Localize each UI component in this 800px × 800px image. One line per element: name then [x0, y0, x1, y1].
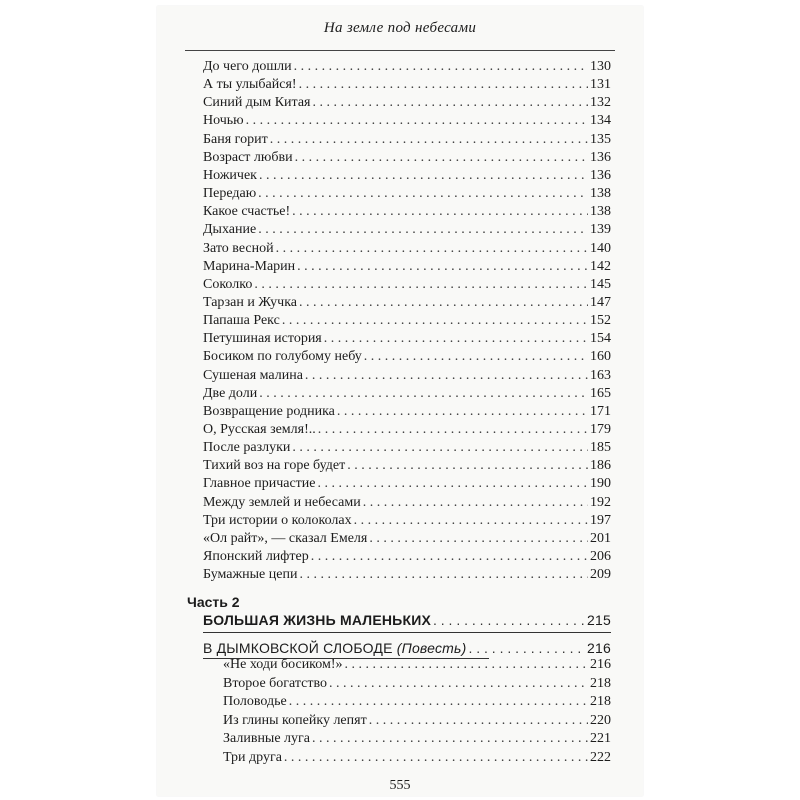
- toc-entry: [203, 258, 611, 276]
- entry-page: 197: [590, 512, 611, 528]
- leader-dots: [289, 693, 588, 711]
- leader-dots: [324, 330, 588, 348]
- section-underline: [203, 632, 611, 633]
- entry-title: Синий дым Китая: [203, 95, 311, 111]
- leader-dots: [270, 131, 588, 149]
- toc-entry: [223, 675, 611, 693]
- entry-title: Бумажные цепи: [203, 567, 298, 583]
- leader-dots: [258, 221, 588, 239]
- leader-dots: [318, 421, 588, 439]
- toc-entry: [203, 58, 611, 76]
- entry-title: Петушиная история: [203, 331, 322, 347]
- entry-title: Босиком по голубому небу: [203, 349, 362, 365]
- entry-title: После разлуки: [203, 440, 291, 456]
- entry-title: До чего дошли: [203, 59, 292, 74]
- leader-dots: [299, 76, 588, 94]
- subsection-entry: [203, 639, 611, 657]
- entry-title: Между землей и небесами: [203, 494, 361, 510]
- entry-page: 171: [590, 403, 611, 419]
- entry-title: Японский лифтер: [203, 549, 309, 565]
- toc-entry: [203, 167, 611, 185]
- entry-page: 206: [590, 549, 611, 565]
- leader-dots: [468, 639, 585, 657]
- entry-title: Возвращение родника: [203, 403, 335, 419]
- header-rule: [185, 50, 615, 51]
- leader-dots: [258, 185, 588, 203]
- entry-page: 185: [590, 440, 611, 456]
- toc-entry: [203, 203, 611, 221]
- toc-entry: [203, 403, 611, 421]
- leader-dots: [282, 312, 588, 330]
- entry-page: 201: [590, 530, 611, 546]
- entry-title: Соколко: [203, 276, 253, 292]
- toc-entry: [223, 712, 611, 730]
- entry-page: 209: [590, 567, 611, 583]
- entry-page: 138: [590, 204, 611, 220]
- entry-page: 136: [590, 149, 611, 165]
- leader-dots: [299, 294, 588, 312]
- leader-dots: [329, 675, 588, 693]
- entry-title: Три друга: [223, 749, 282, 765]
- entry-page: 142: [590, 258, 611, 274]
- leader-dots: [312, 94, 588, 112]
- toc-entry: [203, 566, 611, 584]
- entry-page: 163: [590, 367, 611, 383]
- entry-page: 218: [590, 675, 611, 691]
- entry-title: Второе богатство: [223, 675, 328, 691]
- leader-dots: [337, 403, 588, 421]
- leader-dots: [299, 566, 588, 584]
- leader-dots: [345, 656, 588, 674]
- toc-entry: [223, 693, 611, 711]
- entry-page: 145: [590, 276, 611, 292]
- toc-entry: [223, 656, 611, 674]
- section-entry: [203, 611, 611, 629]
- entry-page: 186: [590, 458, 611, 474]
- leader-dots: [292, 439, 588, 457]
- leader-dots: [297, 258, 588, 276]
- entry-title: Главное причастие: [203, 476, 316, 492]
- entry-page: 220: [590, 712, 611, 728]
- toc-entry: [203, 457, 611, 475]
- entry-page: 138: [590, 186, 611, 202]
- entry-page: 152: [590, 313, 611, 329]
- entry-page: 216: [590, 657, 611, 672]
- toc-entry: [203, 512, 611, 530]
- subsection-note: (Повесть): [396, 640, 467, 656]
- leader-dots: [311, 548, 588, 566]
- toc-entry: [203, 330, 611, 348]
- entry-page: 154: [590, 331, 611, 347]
- entry-title: Марина-Марин: [203, 258, 296, 274]
- toc-entry: [223, 730, 611, 748]
- entry-title: Половодье: [223, 694, 287, 709]
- toc-entry: [203, 276, 611, 294]
- entry-page: 132: [590, 95, 611, 111]
- entry-title: Баня горит: [203, 131, 268, 147]
- leader-dots: [292, 203, 588, 221]
- toc-entry: [203, 439, 611, 457]
- leader-dots: [276, 240, 588, 258]
- entry-title: Какое счастье!: [203, 204, 291, 220]
- running-header: На земле под небесами: [323, 20, 477, 36]
- toc-entry: [203, 367, 611, 385]
- section-title: БОЛЬШАЯ ЖИЗНЬ МАЛЕНЬКИХ: [203, 612, 431, 628]
- entry-page: 131: [590, 77, 611, 93]
- toc-entry: [203, 294, 611, 312]
- leader-dots: [259, 167, 588, 185]
- subsection-name: В ДЫМКОВСКОЙ СЛОБОДЕ: [203, 640, 393, 656]
- entry-page: 218: [590, 694, 611, 709]
- section-page: 215: [587, 612, 611, 628]
- toc-entry: [203, 312, 611, 330]
- leader-dots: [433, 611, 585, 629]
- toc-entry: [203, 149, 611, 167]
- entry-page: 130: [590, 59, 611, 74]
- leader-dots: [369, 712, 588, 730]
- entry-title: Сушеная малина: [203, 367, 303, 383]
- toc-entry: [203, 475, 611, 493]
- entry-title: Тарзан и Жучка: [203, 294, 298, 310]
- entry-page: 136: [590, 167, 611, 183]
- entry-page: 140: [590, 240, 611, 256]
- entry-page: 222: [590, 749, 611, 765]
- entry-title: Заливные луга: [223, 731, 310, 746]
- toc-entry: [203, 240, 611, 258]
- leader-dots: [354, 512, 588, 530]
- leader-dots: [363, 494, 588, 512]
- leader-dots: [284, 749, 588, 767]
- leader-dots: [246, 112, 588, 130]
- entry-title: О, Русская земля!..: [203, 422, 316, 437]
- entry-title: Ночью: [203, 113, 244, 129]
- entry-title: Передаю: [203, 186, 257, 202]
- toc-entry: [203, 385, 611, 403]
- entry-title: Три истории о колоколах: [203, 512, 352, 528]
- entry-title: «Ол райт», — сказал Емеля: [203, 530, 368, 546]
- entry-page: 165: [590, 385, 611, 401]
- subsection-title: [203, 639, 466, 657]
- entry-page: 221: [590, 731, 611, 746]
- toc-entry: [203, 112, 611, 130]
- entry-page: 147: [590, 294, 611, 310]
- subsection-page: 216: [587, 640, 611, 656]
- leader-dots: [254, 276, 588, 294]
- entry-title: Зато весной: [203, 240, 274, 256]
- entry-title: Две доли: [203, 385, 258, 401]
- toc-entry: [203, 421, 611, 439]
- leader-dots: [318, 475, 588, 493]
- entry-title: Папаша Рекс: [203, 313, 280, 329]
- entry-title: Дыхание: [203, 222, 257, 238]
- toc-entry: [203, 548, 611, 566]
- toc-entry: [203, 94, 611, 112]
- entry-page: 179: [590, 422, 611, 437]
- entry-page: 134: [590, 113, 611, 129]
- entry-title: Тихий воз на горе будет: [203, 458, 346, 474]
- entry-page: 160: [590, 349, 611, 365]
- toc-entry: [203, 494, 611, 512]
- entry-page: 139: [590, 222, 611, 238]
- entry-title: Из глины копейку лепят: [223, 712, 367, 728]
- toc-entry: [203, 185, 611, 203]
- leader-dots: [305, 367, 588, 385]
- toc-entry: [203, 348, 611, 366]
- page-number: 555: [389, 778, 411, 793]
- entry-page: 190: [590, 476, 611, 492]
- leader-dots: [312, 730, 588, 748]
- entry-title: Возраст любви: [203, 149, 293, 165]
- toc-entry: [223, 749, 611, 767]
- part-label: Часть 2: [187, 594, 240, 610]
- leader-dots: [295, 149, 588, 167]
- leader-dots: [369, 530, 588, 548]
- leader-dots: [364, 348, 588, 366]
- toc-entry: [203, 131, 611, 149]
- entry-title: А ты улыбайся!: [203, 77, 297, 93]
- toc-entry: [203, 76, 611, 94]
- leader-dots: [347, 457, 588, 475]
- leader-dots: [294, 58, 588, 76]
- leader-dots: [259, 385, 588, 403]
- toc-entry: [203, 221, 611, 239]
- book-page: [157, 6, 643, 796]
- entry-page: 192: [590, 494, 611, 510]
- entry-page: 135: [590, 131, 611, 147]
- entry-title: Ножичек: [203, 167, 257, 183]
- toc-entry: [203, 530, 611, 548]
- entry-title: «Не ходи босиком!»: [223, 657, 343, 672]
